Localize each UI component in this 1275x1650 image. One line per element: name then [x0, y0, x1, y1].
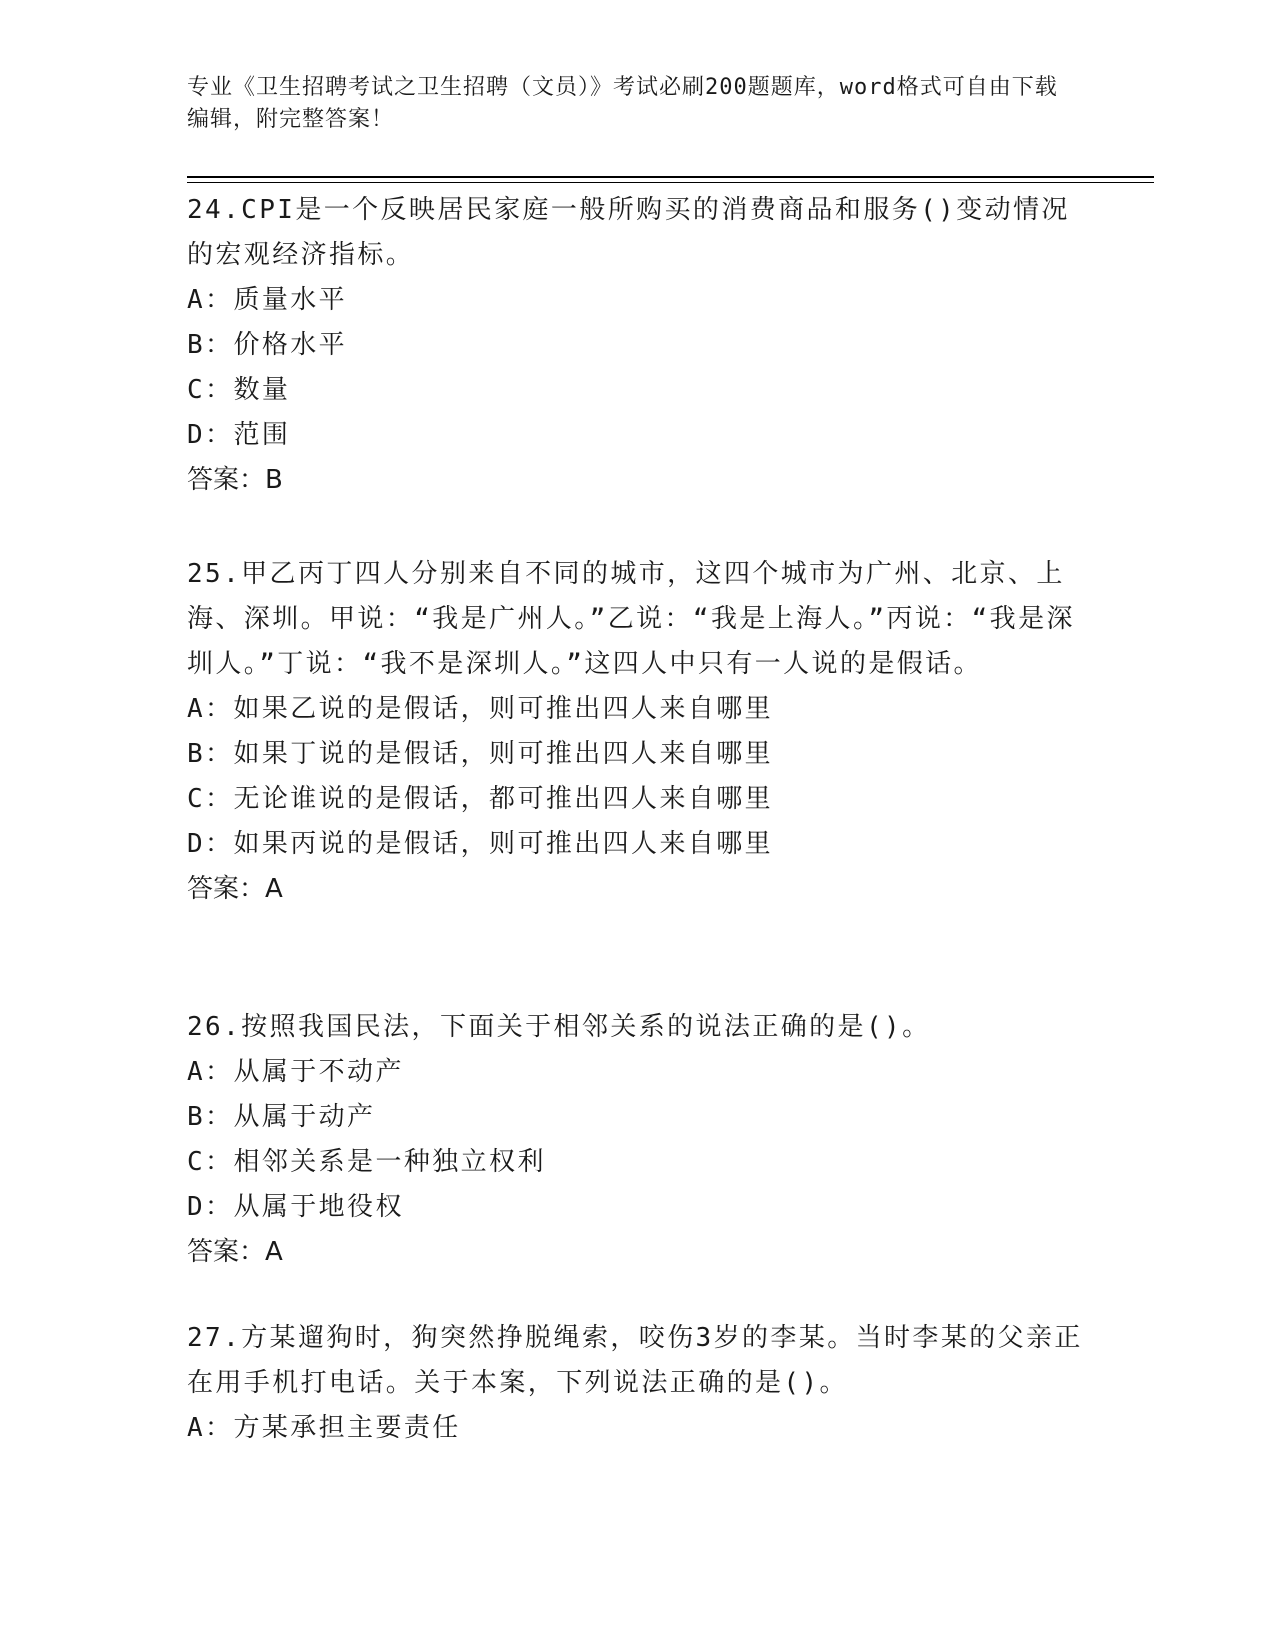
option-a: A：质量水平 — [187, 285, 348, 315]
option-d: D：如果丙说的是假话，则可推出四人来自哪里 — [187, 829, 774, 859]
question-stem: 24.CPI是一个反映居民家庭一般所购买的消费商品和服务()变动情况的宏观经济指标。 — [187, 195, 1070, 270]
header-divider — [187, 176, 1154, 178]
question-stem: 26.按照我国民法，下面关于相邻关系的说法正确的是()。 — [187, 1012, 931, 1042]
question-27 — [187, 1316, 1087, 1451]
option-d: D：范围 — [187, 420, 291, 450]
option-b: B：从属于动产 — [187, 1102, 376, 1132]
question-25 — [187, 552, 1087, 912]
question-26 — [187, 1005, 1087, 1275]
option-a: A：如果乙说的是假话，则可推出四人来自哪里 — [187, 694, 774, 724]
option-a: A：方某承担主要责任 — [187, 1413, 461, 1443]
option-c: C：无论谁说的是假话，都可推出四人来自哪里 — [187, 784, 774, 814]
header-divider-thin — [187, 182, 1154, 183]
question-24 — [187, 188, 1087, 503]
option-d: D：从属于地役权 — [187, 1192, 404, 1222]
option-b: B：价格水平 — [187, 330, 348, 360]
option-c: C：数量 — [187, 375, 291, 405]
option-a: A：从属于不动产 — [187, 1057, 404, 1087]
question-stem: 25.甲乙丙丁四人分别来自不同的城市，这四个城市为广州、北京、上海、深圳。甲说：“我是广州人。”乙说：“我是上海人。”丙说：“我是深圳人。”丁说：“我不是深圳人。”这四人中只有一人说的是假话。 — [187, 559, 1075, 679]
answer: 答案：B — [187, 465, 283, 495]
document-header: 专业《卫生招聘考试之卫生招聘（文员）》考试必刷200题题库，word格式可自由下载编辑，附完整答案！ — [187, 75, 1058, 132]
answer: 答案：A — [187, 874, 283, 904]
option-b: B：如果丁说的是假话，则可推出四人来自哪里 — [187, 739, 774, 769]
answer: 答案：A — [187, 1237, 283, 1267]
question-stem: 27.方某遛狗时，狗突然挣脱绳索，咬伤3岁的李某。当时李某的父亲正在用手机打电话。关于本案，下列说法正确的是()。 — [187, 1323, 1083, 1398]
option-c: C：相邻关系是一种独立权利 — [187, 1147, 546, 1177]
